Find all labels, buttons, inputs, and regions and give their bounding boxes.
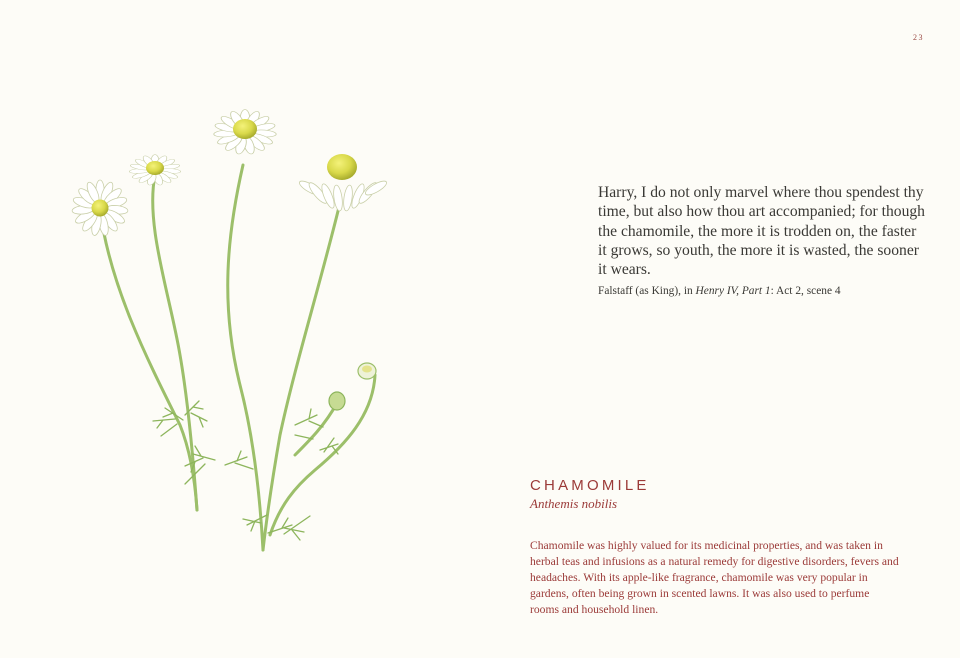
quote-play-title: Henry IV, Part 1 (695, 285, 771, 297)
stems (100, 165, 375, 550)
quote-attribution (598, 285, 928, 297)
page-number: 23 (913, 33, 924, 42)
quote-speaker: Falstaff (as King), in (598, 285, 696, 297)
flower-3 (213, 110, 276, 155)
quote-location: : Act 2, scene 4 (770, 285, 841, 297)
flower-4 (298, 154, 389, 211)
chamomile-illustration (55, 95, 405, 560)
plant-description: Chamomile was highly valued for its medicinal properties, and was taken in herbal teas and infusions as a natural remedy for digestive disorders, fevers and headaches. With its apple-like fragrance, chamomile was very popular in gardens, often being grown in scented lawns. It was also used to perfume rooms and household linen. (530, 539, 899, 616)
plant-common-name: CHAMOMILE (530, 477, 650, 494)
plant-latin-name: Anthemis nobilis (530, 496, 618, 511)
bud-1 (358, 363, 376, 379)
shakespeare-quote: Harry, I do not only marvel where thou spendest thy time, but also how thou art accompanied; for though the chamomile, the more it is trodden on, the faster it grows, so youth, the more it is wasted, the sooner it wears. (598, 184, 925, 279)
flower-2 (129, 155, 181, 186)
feathery-leaves (153, 401, 338, 540)
flower-1 (72, 180, 129, 236)
bud-2 (329, 392, 345, 410)
